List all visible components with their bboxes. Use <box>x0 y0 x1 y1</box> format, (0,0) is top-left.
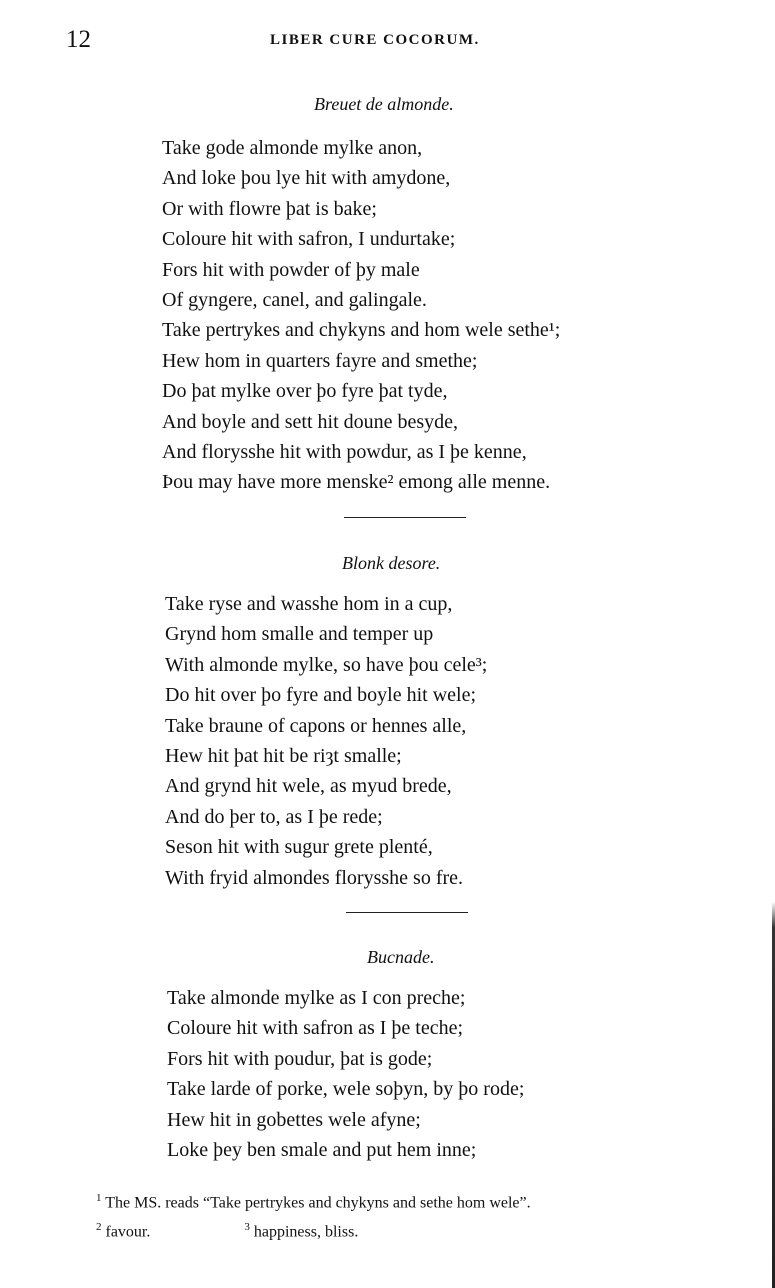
verse-line: Hew hit þat hit be riȝt smalle; <box>165 744 402 767</box>
footnote-marker: 3 <box>244 1221 250 1234</box>
verse-line: And loke þou lye hit with amydone, <box>162 167 451 190</box>
verse-line: Take braune of capons or hennes alle, <box>165 714 467 737</box>
verse-line: Grynd hom smalle and temper up <box>165 623 434 646</box>
page-number: 12 <box>66 26 91 53</box>
verse-line: Take almonde mylke as I con preche; <box>167 987 466 1009</box>
verse-line: Or with flowre þat is bake; <box>162 197 377 220</box>
footnote-marker: 1 <box>96 1192 102 1204</box>
section-divider <box>344 517 466 518</box>
verse-line: Seson hit with sugur grete plenté, <box>165 836 433 859</box>
verse-line: Hew hit in gobettes wele afyne; <box>167 1108 421 1131</box>
verse-line: And florysshe hit with powdur, as I þe kenne, <box>162 440 527 463</box>
verse-line: With almonde mylke, so have þou cele³; <box>165 653 488 676</box>
verse-line: Þou may have more menske² emong alle menne. <box>162 471 551 494</box>
verse-breuet <box>162 133 560 498</box>
recipe-title-bucnade: Bucnade. <box>367 947 435 967</box>
verse-line: Do þat mylke over þo fyre þat tyde, <box>162 380 448 403</box>
footnote-text: The MS. reads “Take pertrykes and chykyns and sethe hom wele”. <box>105 1194 531 1212</box>
verse-line: Fors hit with powder of þy male <box>162 258 420 281</box>
verse-line: Take pertrykes and chykyns and hom wele sethe¹; <box>162 319 561 342</box>
verse-line: With fryid almondes florysshe so fre. <box>165 866 464 889</box>
verse-line: Take gode almonde mylke anon, <box>162 137 423 159</box>
verse-blonk-desore <box>165 589 487 893</box>
verse-line: Of gyngere, canel, and galingale. <box>162 288 427 311</box>
verse-line: Coloure hit with safron as I þe teche; <box>167 1017 464 1040</box>
footnotes <box>96 1186 531 1245</box>
running-head: LIBER CURE COCORUM. <box>270 32 480 48</box>
verse-line: And grynd hit wele, as myud brede, <box>165 775 452 798</box>
footnote-text: happiness, bliss. <box>253 1223 359 1241</box>
recipe-title-blonk-desore: Blonk desore. <box>342 553 441 573</box>
verse-line: And boyle and sett hit doune besyde, <box>162 410 459 433</box>
footnote-1 <box>96 1186 531 1215</box>
verse-bucnade <box>167 983 524 1165</box>
verse-line: Do hit over þo fyre and boyle hit wele; <box>165 684 477 707</box>
recipe-title-breuet: Breuet de almonde. <box>314 94 454 114</box>
footnote-2-3 <box>96 1215 531 1244</box>
verse-line: And do þer to, as I þe rede; <box>165 805 383 828</box>
section-divider <box>346 912 468 913</box>
verse-line: Hew hom in quarters fayre and smethe; <box>162 349 478 372</box>
verse-line: Coloure hit with safron, I undurtake; <box>162 228 456 251</box>
verse-line: Take ryse and wasshe hom in a cup, <box>165 593 453 615</box>
footnote-marker: 2 <box>96 1221 102 1234</box>
footnote-text: favour. <box>105 1223 151 1241</box>
verse-line: Loke þey ben smale and put hem inne; <box>167 1138 477 1161</box>
verse-line: Fors hit with poudur, þat is gode; <box>167 1047 433 1070</box>
verse-line: Take larde of porke, wele soþyn, by þo rode; <box>167 1078 525 1101</box>
